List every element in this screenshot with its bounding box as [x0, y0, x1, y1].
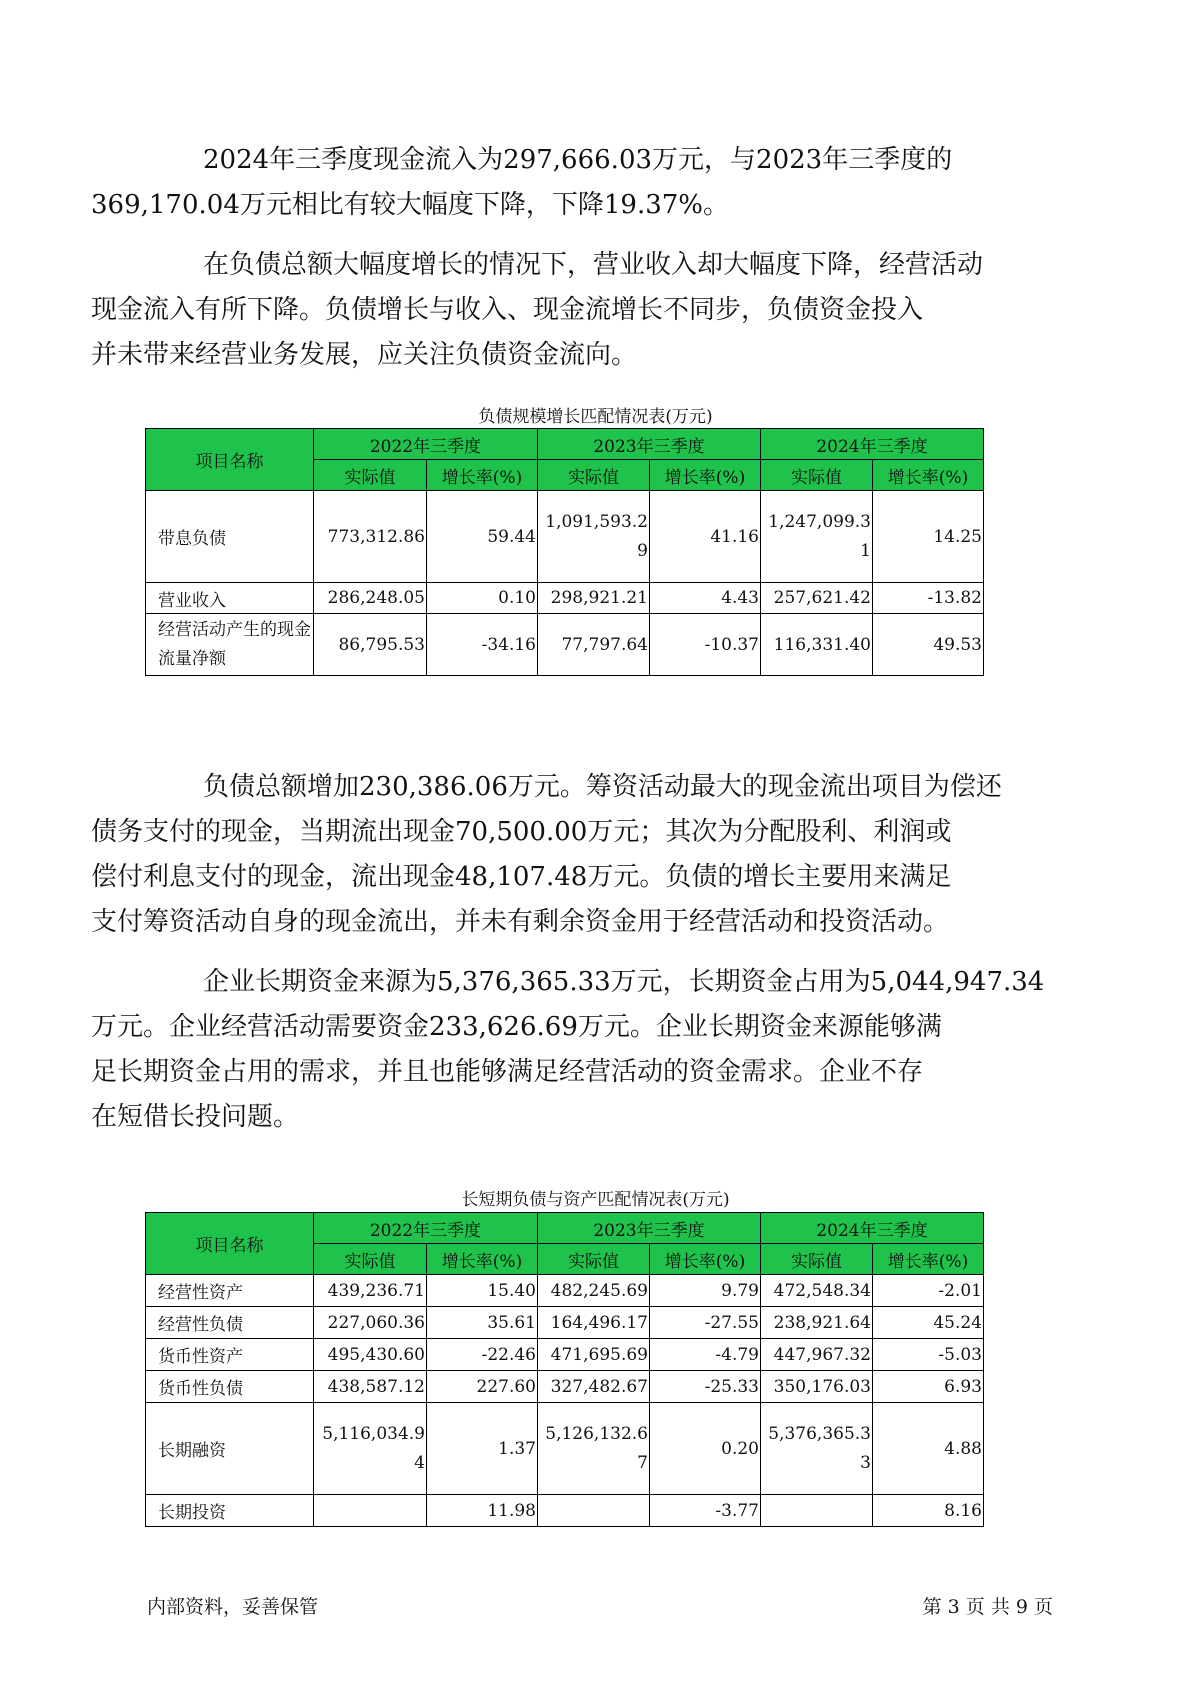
cell: 9.79 [650, 1275, 761, 1307]
row-name: 长期投资 [146, 1495, 314, 1527]
footer-page-number: 第 3 页 共 9 页 [922, 1596, 1053, 1618]
period-header: 2022年三季度 [314, 1213, 538, 1244]
row-name: 货币性负债 [146, 1371, 314, 1403]
table-row [146, 491, 984, 583]
table-row [146, 1371, 984, 1403]
sub-header: 实际值 [314, 1244, 427, 1275]
cell: 15.40 [427, 1275, 538, 1307]
cell: 45.24 [873, 1307, 984, 1339]
cell: 472,548.34 [761, 1275, 873, 1307]
cell: 11.98 [427, 1495, 538, 1527]
sub-header: 实际值 [761, 1244, 873, 1275]
paragraph-debt-growth: 在负债总额大幅度增长的情况下，营业收入却大幅度下降，经营活动 现金流入有所下降。负债增长与收入、现金流增长不同步，负债资金投入 并未带来经营业务发展，应关注负债资金流向。 [91, 250, 984, 370]
cell: 238,921.64 [761, 1307, 873, 1339]
table-row [146, 1307, 984, 1339]
cell: 298,921.21 [538, 583, 650, 614]
table-row [146, 583, 984, 614]
table-row [146, 1403, 984, 1495]
period-header: 2022年三季度 [314, 429, 538, 460]
row-name: 带息负债 [146, 491, 314, 583]
cell: 77,797.64 [538, 614, 650, 676]
cell: 447,967.32 [761, 1339, 873, 1371]
cell: 227,060.36 [314, 1307, 427, 1339]
sub-header: 增长率(%) [873, 1244, 984, 1275]
sub-header: 增长率(%) [873, 460, 984, 491]
paragraph-cash-inflow: 2024年三季度现金流入为297,666.03万元，与2023年三季度的 369,170.04万元相比有较大幅度下降，下降19.37%。 [91, 145, 953, 220]
paragraph-long-term-funds: 企业长期资金来源为5,376,365.33万元，长期资金占用为5,044,947.34 万元。企业经营活动需要资金233,626.69万元。企业长期资金来源能够满 足长期资金占用的需求，并且也能够满足经营活动的资金需求。企业不存 在短借长投问题。 [91, 967, 1045, 1132]
cell: 8.16 [873, 1495, 984, 1527]
row-name: 营业收入 [146, 583, 314, 614]
period-header: 2023年三季度 [538, 1213, 761, 1244]
cell: 482,245.69 [538, 1275, 650, 1307]
row-name: 经营性资产 [146, 1275, 314, 1307]
table-row [146, 1495, 984, 1527]
cell: 116,331.40 [761, 614, 873, 676]
cell: -4.79 [650, 1339, 761, 1371]
cell: 257,621.42 [761, 583, 873, 614]
row-name: 长期融资 [146, 1403, 314, 1495]
cell: -25.33 [650, 1371, 761, 1403]
cell: 0.10 [427, 583, 538, 614]
table1-caption: 负债规模增长匹配情况表(万元) [478, 407, 713, 427]
cell: 227.60 [427, 1371, 538, 1403]
table-row [146, 1275, 984, 1307]
cell: 5,116,034.94 [314, 1403, 427, 1495]
period-header: 2023年三季度 [538, 429, 761, 460]
paragraph-debt-usage: 负债总额增加230,386.06万元。筹资活动最大的现金流出项目为偿还 债务支付的现金，当期流出现金70,500.00万元；其次为分配股利、利润或 偿付利息支付的现金，流出现金48,107.48万元。负债的增长主要用来满足 支付筹资活动自身的现金流出，并未有剩余资金用于经营活动和投资活动。 [91, 772, 1002, 937]
table-debt-scale [145, 428, 984, 676]
cell: 6.93 [873, 1371, 984, 1403]
cell: 164,496.17 [538, 1307, 650, 1339]
sub-header: 增长率(%) [650, 460, 761, 491]
sub-header: 增长率(%) [427, 1244, 538, 1275]
name-header: 项目名称 [146, 1213, 314, 1275]
cell [538, 1495, 650, 1527]
period-header: 2024年三季度 [761, 429, 984, 460]
cell: 439,236.71 [314, 1275, 427, 1307]
cell: 35.61 [427, 1307, 538, 1339]
period-header: 2024年三季度 [761, 1213, 984, 1244]
cell: 1,091,593.29 [538, 491, 650, 583]
cell: 1.37 [427, 1403, 538, 1495]
cell: 4.43 [650, 583, 761, 614]
sub-header: 实际值 [538, 1244, 650, 1275]
cell: -27.55 [650, 1307, 761, 1339]
name-header: 项目名称 [146, 429, 314, 491]
cell: 327,482.67 [538, 1371, 650, 1403]
cell: 350,176.03 [761, 1371, 873, 1403]
cell: -34.16 [427, 614, 538, 676]
cell: 438,587.12 [314, 1371, 427, 1403]
cell: 59.44 [427, 491, 538, 583]
cell [314, 1495, 427, 1527]
cell: 471,695.69 [538, 1339, 650, 1371]
cell: -10.37 [650, 614, 761, 676]
table2-caption: 长短期负债与资产匹配情况表(万元) [461, 1190, 730, 1210]
cell: 5,126,132.67 [538, 1403, 650, 1495]
row-name: 经营活动产生的现金流量净额 [146, 614, 314, 676]
cell: 495,430.60 [314, 1339, 427, 1371]
cell: -22.46 [427, 1339, 538, 1371]
sub-header: 实际值 [538, 460, 650, 491]
row-name: 货币性资产 [146, 1339, 314, 1371]
row-name: 经营性负债 [146, 1307, 314, 1339]
sub-header: 增长率(%) [650, 1244, 761, 1275]
cell: -5.03 [873, 1339, 984, 1371]
cell: 286,248.05 [314, 583, 427, 614]
sub-header: 增长率(%) [427, 460, 538, 491]
cell: -2.01 [873, 1275, 984, 1307]
cell: 0.20 [650, 1403, 761, 1495]
cell: 4.88 [873, 1403, 984, 1495]
table-long-short-matching [145, 1212, 984, 1527]
table-row [146, 1339, 984, 1371]
cell: 49.53 [873, 614, 984, 676]
footer-confidential-note: 内部资料，妥善保管 [147, 1596, 319, 1618]
cell: 5,376,365.33 [761, 1403, 873, 1495]
cell: 14.25 [873, 491, 984, 583]
cell: 1,247,099.31 [761, 491, 873, 583]
cell: 773,312.86 [314, 491, 427, 583]
cell: -13.82 [873, 583, 984, 614]
cell: 41.16 [650, 491, 761, 583]
cell [761, 1495, 873, 1527]
sub-header: 实际值 [314, 460, 427, 491]
cell: -3.77 [650, 1495, 761, 1527]
sub-header: 实际值 [761, 460, 873, 491]
table-row [146, 614, 984, 676]
cell: 86,795.53 [314, 614, 427, 676]
